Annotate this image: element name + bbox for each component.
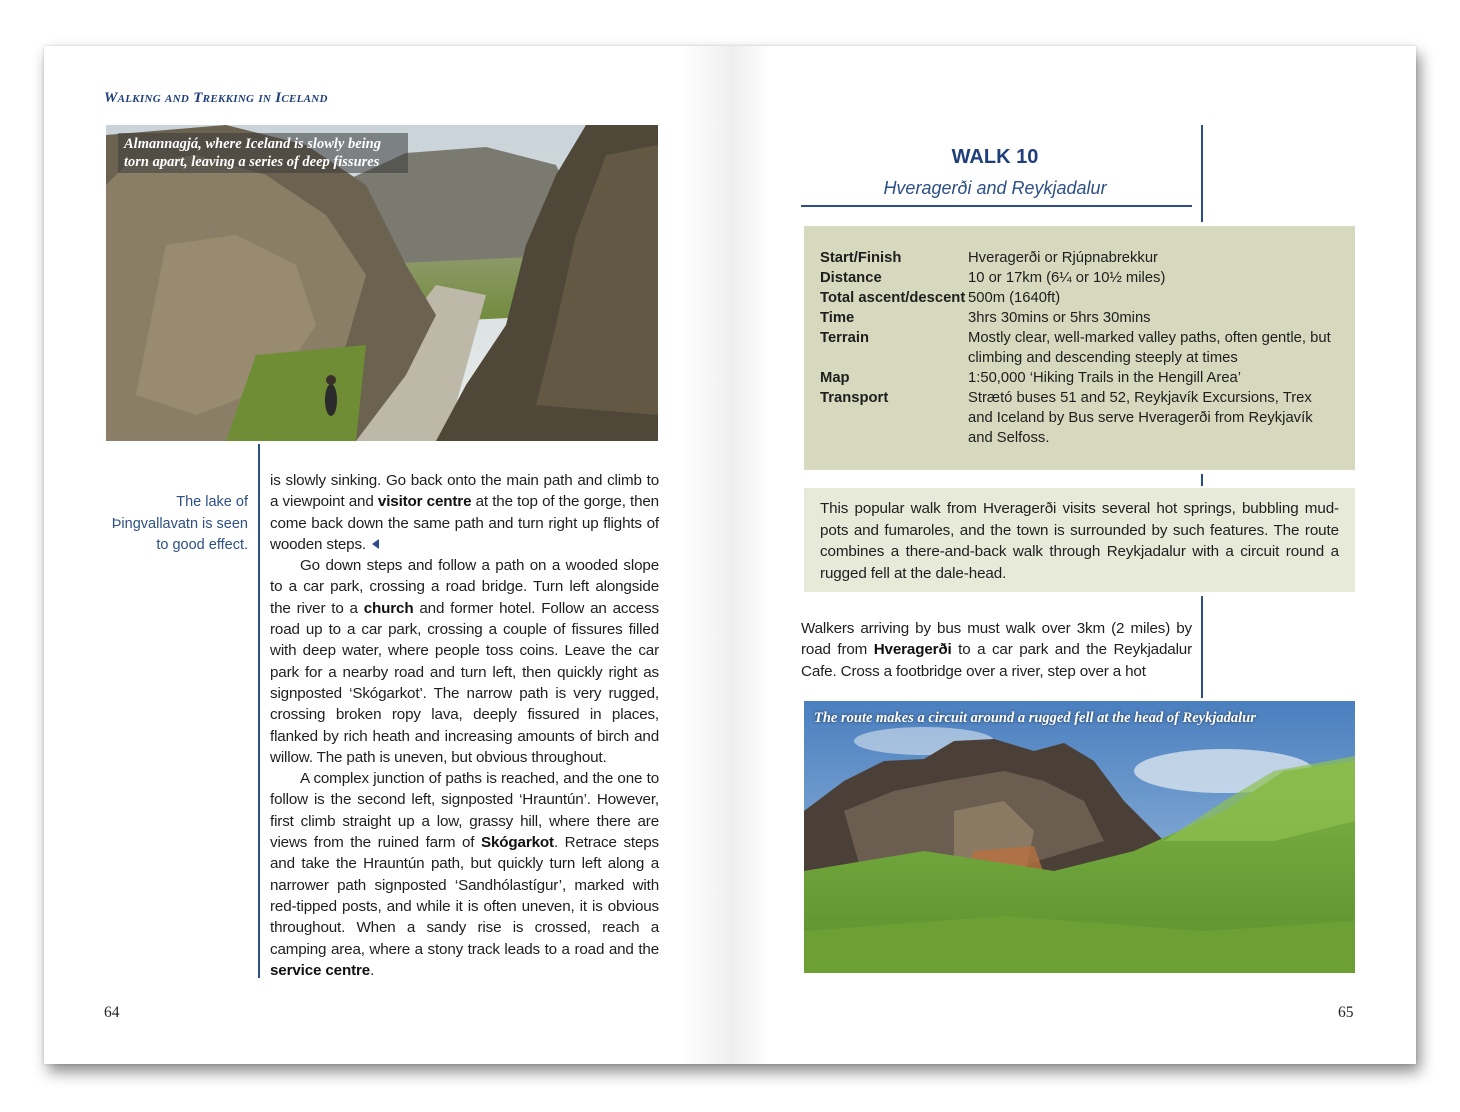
photo-caption: The route makes a circuit around a rugged fell at the head of Reykjadalur xyxy=(814,710,1256,726)
photo-reykjadalur xyxy=(804,701,1355,973)
walk-intro-box: This popular walk from Hveragerði visits several hot springs, bubbling mud-pots and fumaroles, and the town is surrounded by such features. The route combines a there-and-back walk through Reykjadalur with a circuit round a rugged fell at the dale-head. xyxy=(804,488,1355,592)
left-page xyxy=(44,46,730,1064)
info-label: Total ascent/descent xyxy=(820,290,966,306)
info-value: 1:50,000 ‘Hiking Trails in the Hengill Area’ xyxy=(968,370,1242,386)
info-value: 500m (1640ft) xyxy=(968,290,1061,306)
left-body-text xyxy=(270,470,659,981)
margin-note: The lake of Þingvallavatn is seen to good effect. xyxy=(111,494,248,553)
walk-info-box xyxy=(804,226,1355,470)
page-number: 65 xyxy=(1338,1004,1354,1021)
info-label: Transport xyxy=(820,390,889,406)
right-body-text: Walkers arriving by bus must walk over 3km (2 miles) by road from Hveragerði to a car park and the Reykjadalur Cafe. Cross a footbridge over a river, step over a hot xyxy=(801,620,1192,680)
photo-caption: Almannagjá, where Iceland is slowly being torn apart, leaving a series of deep fissures xyxy=(118,133,408,173)
info-label: Map xyxy=(820,370,850,386)
book-spread xyxy=(44,46,1416,1064)
header-rule-horizontal xyxy=(801,205,1192,207)
gutter-shadow xyxy=(730,46,770,1064)
column-rule xyxy=(1201,596,1203,698)
margin-note-marker-icon xyxy=(372,539,379,549)
info-row xyxy=(820,328,1339,368)
page-number: 64 xyxy=(104,1004,120,1021)
info-label: Start/Finish xyxy=(820,250,902,266)
info-row xyxy=(820,388,1339,448)
info-value: 3hrs 30mins or 5hrs 30mins xyxy=(968,310,1151,326)
fell-photo-illustration xyxy=(804,701,1355,973)
info-row xyxy=(820,248,1339,268)
info-label: Distance xyxy=(820,270,882,286)
info-label: Time xyxy=(820,310,855,326)
running-head: Walking and Trekking in Iceland xyxy=(104,90,328,106)
info-value: Hveragerði or Rjúpnabrekkur xyxy=(968,250,1158,266)
photo-almannagja xyxy=(106,125,658,441)
margin-rule xyxy=(258,444,260,978)
info-label: Terrain xyxy=(820,330,870,346)
gutter-shadow xyxy=(680,46,730,1064)
info-row xyxy=(820,368,1339,388)
info-row xyxy=(820,268,1339,288)
info-value: 10 or 17km (6¼ or 10½ miles) xyxy=(968,270,1166,286)
info-row xyxy=(820,288,1339,308)
info-row xyxy=(820,308,1339,328)
header-rule-vertical xyxy=(1201,125,1203,222)
walk-number: WALK 10 xyxy=(951,146,1039,168)
right-page xyxy=(730,46,1416,1064)
walk-name: Hveragerði and Reykjadalur xyxy=(883,178,1107,198)
info-value: Strætó buses 51 and 52, Reykjavík Excursions, Trex and Iceland by Bus serve Hveragerði from Reykjavík and Selfoss. xyxy=(968,390,1313,446)
paragraph: Go down steps and follow a path on a wooded slope to a car park, crossing a road bridge. Turn left alongside the river to a church and former hotel. Follow an access road up to a car park, crossing a couple of fissures filled with deep water, where people toss coins. Leave the car park for a nearby road and turn left, then quickly right as signposted ‘Skógarkot’. The narrow path is very rugged, crossing broken ropy lava, deeply fissured in places, flanked by rich heath and increasing amounts of birch and willow. The path is uneven, but obvious throughout. xyxy=(270,557,659,766)
paragraph: A complex junction of paths is reached, and the one to follow is the second left, signposted ‘Hrauntún’. However, first climb straight up a low, grassy hill, where there are views from the ruined farm of Skógarkot. Retrace steps and take the Hrauntún path, but quickly turn left along a narrower path signposted ‘Sandhólastígur’, marked with red-tipped posts, and while it is often uneven, it is obvious throughout. When a sandy rise is crossed, reach a camping area, where a stony track leads to a road and the service centre. xyxy=(270,770,660,979)
paragraph: is slowly sinking. Go back onto the main path and climb to a viewpoint and visitor centre at the top of the gorge, then come back down the same path and turn right up flights of wooden steps. xyxy=(270,472,659,553)
divider-tick xyxy=(1201,474,1203,486)
info-value: Mostly clear, well-marked valley paths, often gentle, but climbing and descending steeply at times xyxy=(968,330,1331,366)
